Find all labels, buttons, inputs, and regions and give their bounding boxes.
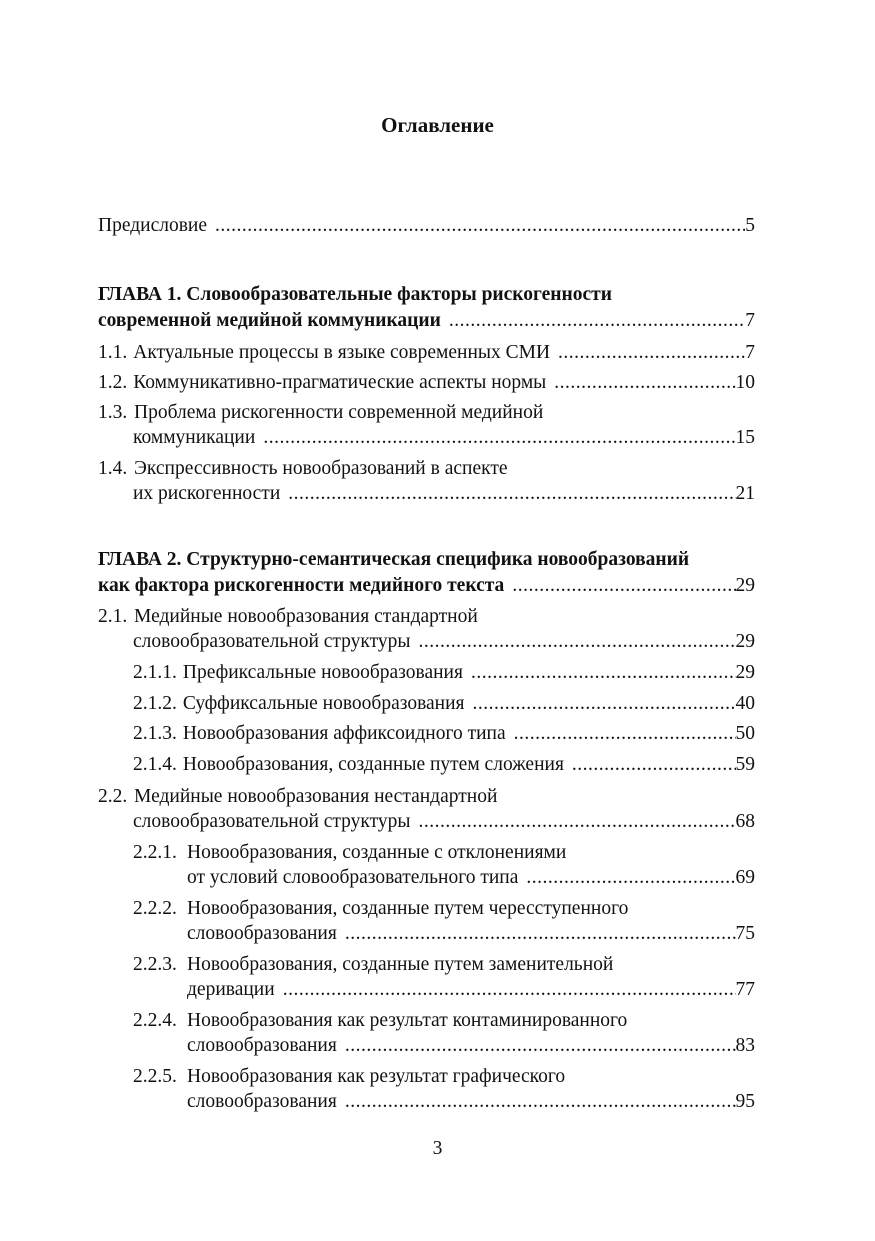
- page-title: Оглавление: [381, 113, 494, 137]
- toc-entry-text: Медийные новообразования нестандартной: [134, 786, 498, 807]
- toc-page-number: 95: [735, 1091, 755, 1112]
- toc-entry-number: 2.1.2.: [133, 693, 177, 714]
- toc-entry-2-2-1[interactable]: [187, 865, 755, 891]
- leader-dots: [473, 691, 736, 717]
- toc-page-number: 50: [735, 723, 755, 744]
- toc-entry-number: 2.1.: [98, 606, 128, 627]
- toc-entry-text: Предисловие: [98, 215, 208, 236]
- leader-dots: [514, 721, 736, 747]
- toc-entry-text: Новообразования, созданные путем заменительной: [187, 954, 614, 975]
- toc-entry-2-2-4[interactable]: [187, 1033, 755, 1059]
- toc-entry-1-1[interactable]: [98, 340, 755, 366]
- leader-dots: [345, 921, 736, 947]
- leader-dots: [558, 340, 745, 366]
- leader-dots: [572, 752, 736, 778]
- toc-entry-2-2-first-line: [98, 784, 755, 810]
- toc-entry-text: от условий словообразовательного типа: [187, 867, 519, 888]
- toc-entry-text: словообразовательной структуры: [133, 811, 411, 832]
- toc-entry-number: 2.1.4.: [133, 754, 177, 775]
- toc-entry-text: Актуальные процессы в языке современных СМИ: [133, 342, 551, 363]
- toc-entry-1-2[interactable]: [98, 370, 755, 396]
- toc-entry-number: 2.1.1.: [133, 662, 177, 683]
- toc-page-number: 75: [735, 923, 755, 944]
- toc-page-number: 59: [735, 754, 755, 775]
- toc-entry-number: 2.2.3.: [133, 954, 177, 975]
- toc-entry-text: Экспрессивность новообразований в аспекте: [134, 458, 508, 479]
- leader-dots: [345, 1033, 736, 1059]
- leader-dots: [288, 481, 735, 507]
- toc-entry-2-1-first-line: [98, 604, 755, 630]
- toc-page-number: 68: [735, 811, 755, 832]
- page-number: 3: [432, 1138, 443, 1159]
- leader-dots: [263, 425, 735, 451]
- toc-page-number: 21: [735, 483, 755, 504]
- toc-entry-number: 2.2.5.: [133, 1066, 177, 1087]
- toc-entry-number: 1.3.: [98, 402, 128, 423]
- toc-entry-number: 2.2.1.: [133, 842, 177, 863]
- toc-entry-1-3-first-line: [98, 400, 755, 426]
- toc-page-number: 7: [745, 310, 755, 331]
- toc-entry-text: Проблема рискогенности современной медийной: [134, 402, 544, 423]
- leader-dots: [215, 213, 745, 239]
- toc-page-number: 7: [745, 342, 755, 363]
- leader-dots: [419, 629, 736, 655]
- leader-dots: [345, 1089, 736, 1115]
- toc-page-number: 29: [735, 662, 755, 683]
- leader-dots: [449, 308, 745, 334]
- toc-page-number: 29: [735, 575, 755, 596]
- toc-entry-2-2-3[interactable]: [187, 977, 755, 1003]
- toc-page-number: 83: [735, 1035, 755, 1056]
- toc-entry-text: словообразования: [187, 923, 337, 944]
- toc-entry-2-1-4[interactable]: [133, 752, 755, 778]
- toc-entry-text: словообразования: [187, 1091, 337, 1112]
- toc-entry-number: 1.1.: [98, 342, 128, 363]
- toc-entry-number: 1.4.: [98, 458, 128, 479]
- toc-entry-2-2-2-first-line: [133, 896, 755, 922]
- toc-entry-text: словообразовательной структуры: [133, 631, 411, 652]
- toc-entry-2-2-3-first-line: [133, 952, 755, 978]
- toc-entry-text: их рискогенности: [133, 483, 281, 504]
- toc-entry-2-2-1-first-line: [133, 840, 755, 866]
- toc-entry-number: 2.2.: [98, 786, 128, 807]
- toc-page-number: 77: [735, 979, 755, 1000]
- toc-entry-text: Новообразования, созданные путем чересступенного: [187, 898, 629, 919]
- toc-entry-2-2-4-first-line: [133, 1008, 755, 1034]
- leader-dots: [419, 809, 736, 835]
- toc-entry-text: Новообразования, созданные путем сложения: [182, 754, 564, 775]
- toc-entry-text: деривации: [187, 979, 275, 1000]
- toc-entry-2-2-5[interactable]: [187, 1089, 755, 1115]
- leader-dots: [512, 573, 735, 599]
- toc-page-number: 10: [735, 372, 755, 393]
- chapter-2-heading: ГЛАВА 2. Структурно-семантическая специфика новообразований: [98, 549, 690, 570]
- toc-entry-1-4-first-line: [98, 456, 755, 482]
- toc-entry-2-2-2[interactable]: [187, 921, 755, 947]
- toc-entry-text: Новообразования как результат контаминированного: [187, 1010, 628, 1031]
- toc-entry-2-2[interactable]: [133, 809, 755, 835]
- toc-entry-number: 1.2.: [98, 372, 128, 393]
- toc-entry-2-1-1[interactable]: [133, 660, 755, 686]
- toc-entry-2-2-5-first-line: [133, 1064, 755, 1090]
- toc-page-number: 15: [735, 427, 755, 448]
- toc-entry-text: современной медийной коммуникации: [98, 310, 441, 331]
- toc-page-number: 5: [745, 215, 755, 236]
- toc-entry-chapter-2[interactable]: [98, 573, 755, 599]
- toc-entry-number: 2.2.4.: [133, 1010, 177, 1031]
- toc-entry-text: Префиксальные новообразования: [182, 662, 463, 683]
- toc-entry-2-1-3[interactable]: [133, 721, 755, 747]
- toc-entry-2-1-2[interactable]: [133, 691, 755, 717]
- toc-page-number: 40: [735, 693, 755, 714]
- toc-entry-text: Новообразования, созданные с отклонениями: [187, 842, 567, 863]
- toc-entry-text: Коммуникативно-прагматические аспекты нормы: [133, 372, 547, 393]
- leader-dots: [526, 865, 735, 891]
- toc-entry-text: Новообразования как результат графического: [187, 1066, 566, 1087]
- toc-entry-1-4[interactable]: [133, 481, 755, 507]
- toc-entry-number: 2.1.3.: [133, 723, 177, 744]
- leader-dots: [554, 370, 735, 396]
- chapter-1-heading: ГЛАВА 1. Словообразовательные факторы рискогенности: [98, 284, 612, 305]
- toc-entry-text: словообразования: [187, 1035, 337, 1056]
- toc-entry-chapter-1[interactable]: [98, 308, 755, 334]
- toc-entry-preface[interactable]: [98, 213, 755, 239]
- toc-page-number: 69: [735, 867, 755, 888]
- toc-entry-number: 2.2.2.: [133, 898, 177, 919]
- toc-entry-2-1[interactable]: [133, 629, 755, 655]
- toc-entry-text: Медийные новообразования стандартной: [134, 606, 478, 627]
- toc-entry-text: Суффиксальные новообразования: [182, 693, 465, 714]
- leader-dots: [283, 977, 736, 1003]
- toc-entry-1-3[interactable]: [133, 425, 755, 451]
- toc-entry-text: коммуникации: [133, 427, 256, 448]
- toc-entry-text: как фактора рискогенности медийного текста: [98, 575, 505, 596]
- toc-entry-text: Новообразования аффиксоидного типа: [182, 723, 506, 744]
- toc-page-number: 29: [735, 631, 755, 652]
- leader-dots: [471, 660, 736, 686]
